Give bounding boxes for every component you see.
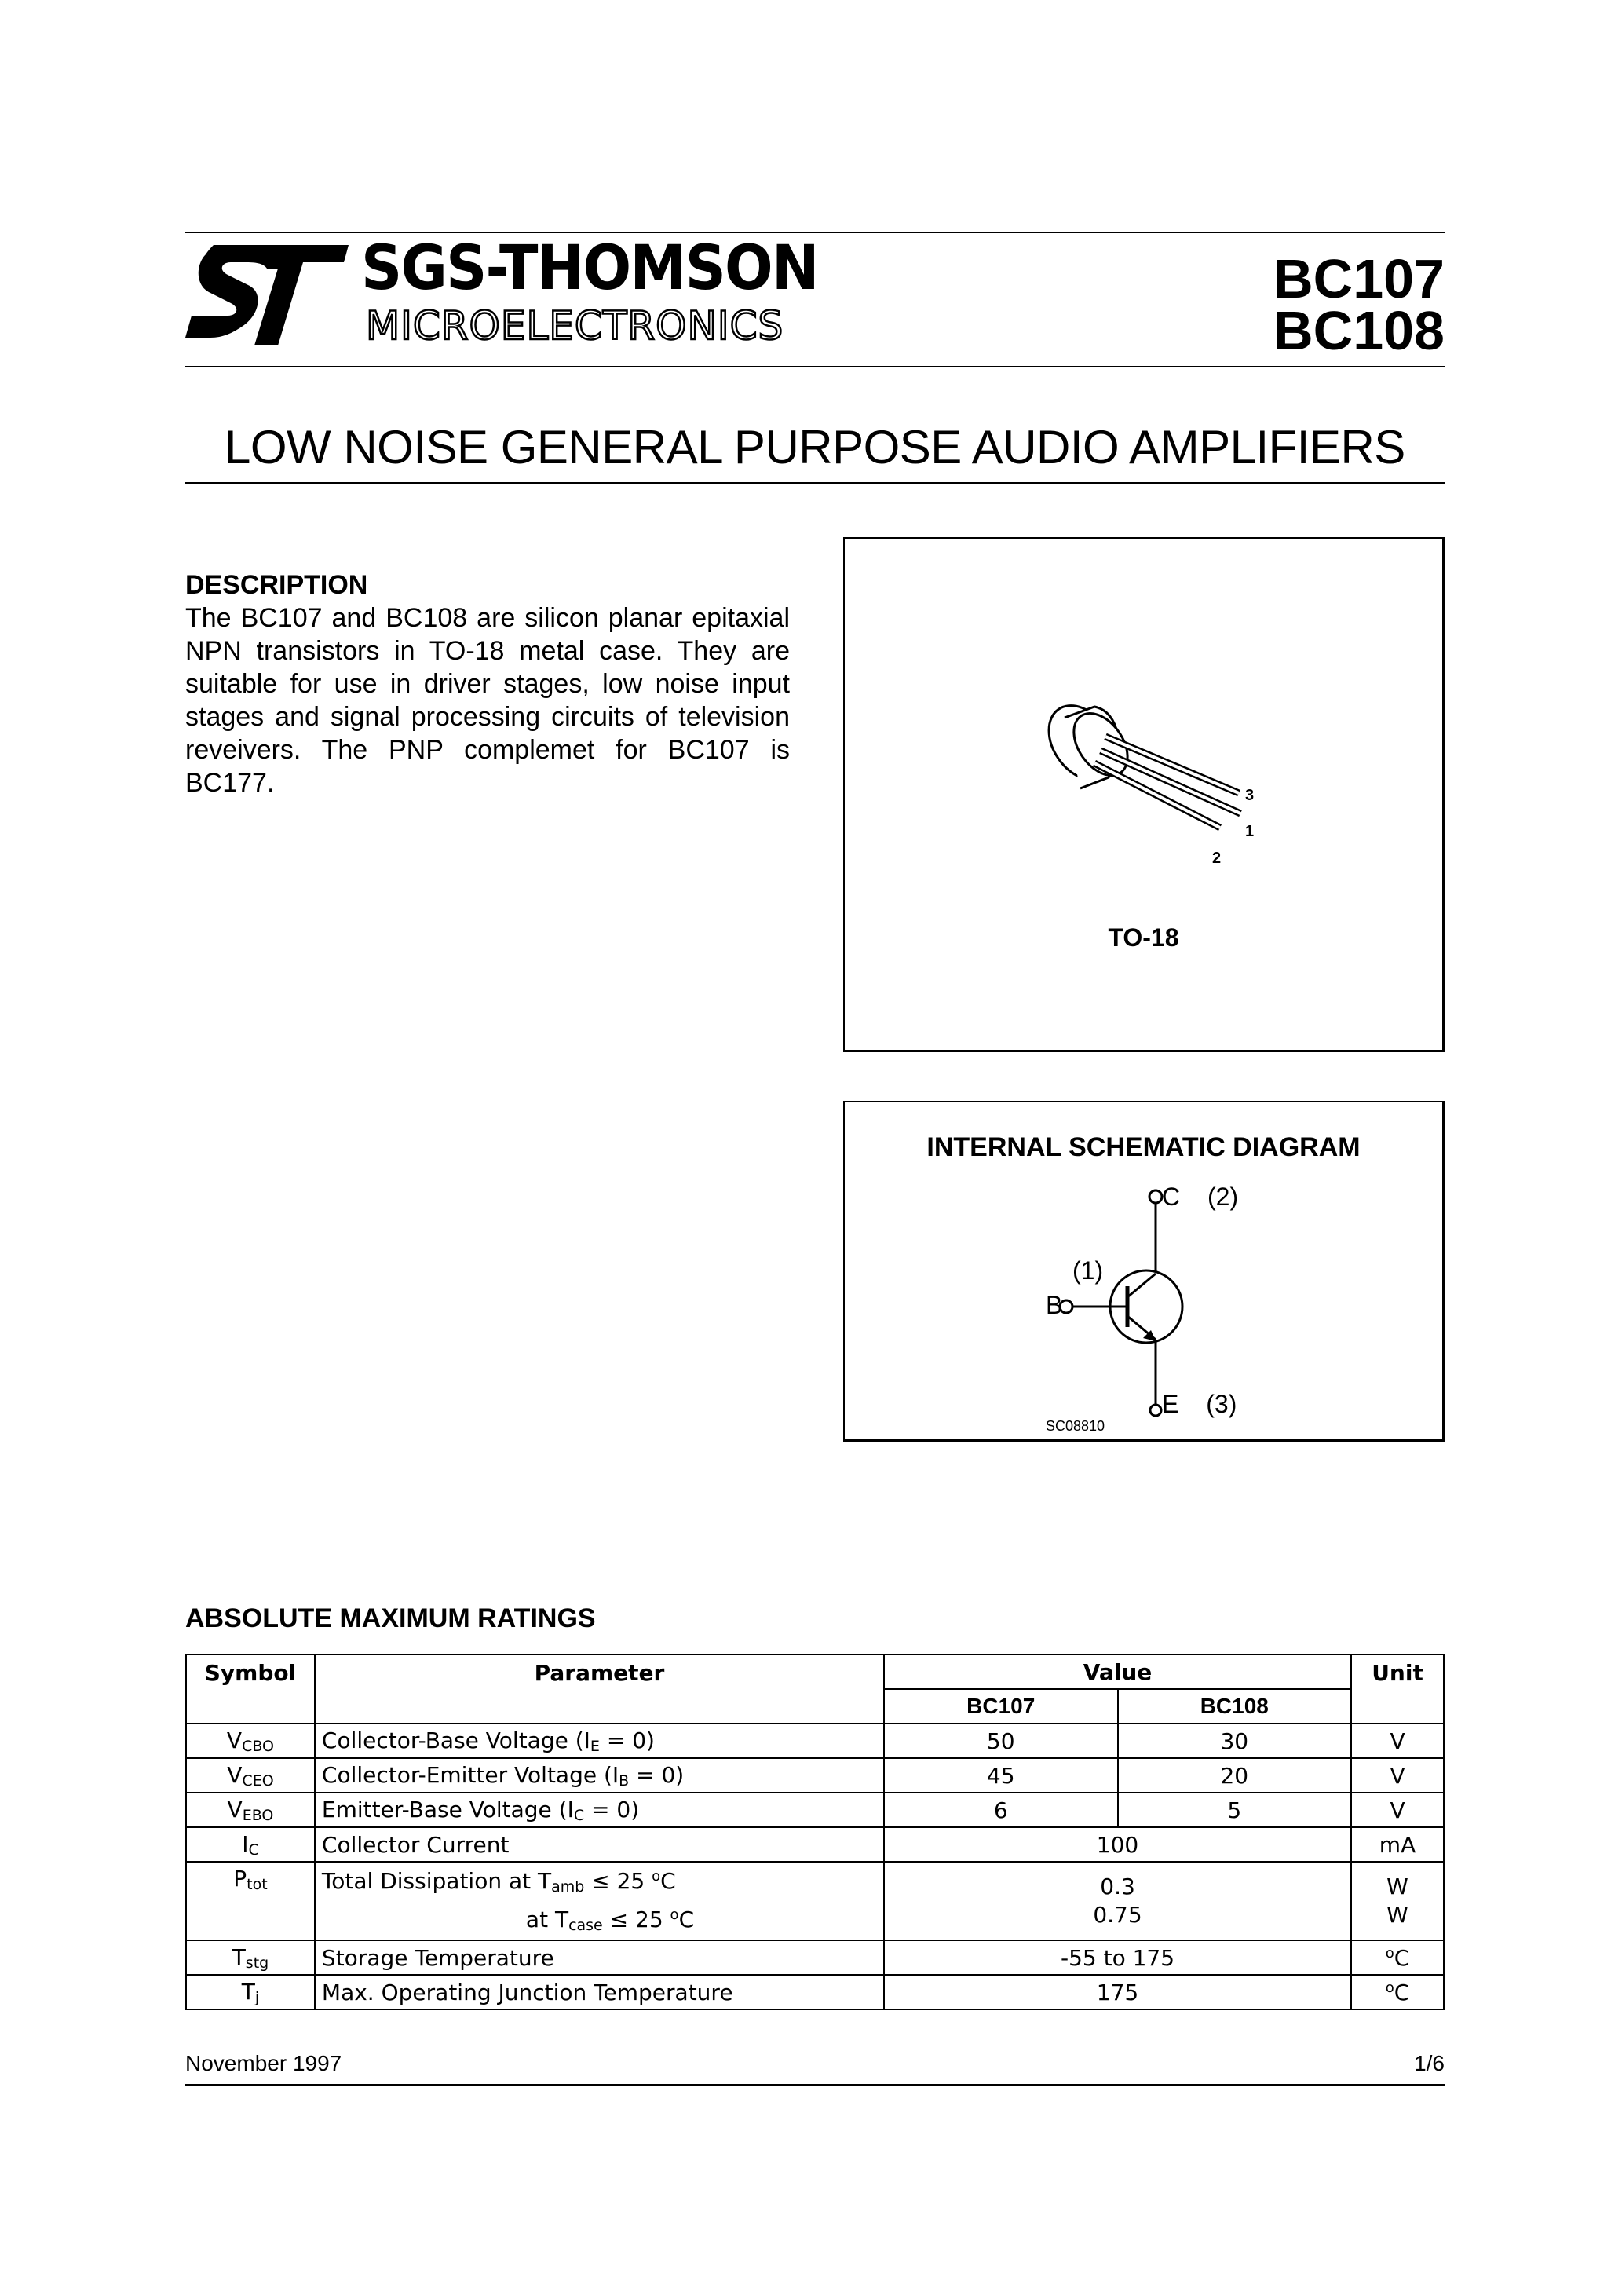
table-row bbox=[186, 1793, 1444, 1827]
symbol-cell: $V_{CEO}$ bbox=[186, 1758, 315, 1793]
symbol-cell: $V_{EBO}$ bbox=[186, 1793, 315, 1827]
collector-letter: C bbox=[1162, 1183, 1181, 1211]
company-name: SGS-THOMSON bbox=[361, 233, 818, 304]
emitter-label bbox=[1162, 1390, 1237, 1419]
parameter-cell: Emitter-Base Voltage $(I_C = 0)$ bbox=[315, 1793, 884, 1827]
unit-cell: V bbox=[1351, 1724, 1444, 1758]
value-cell: 100 bbox=[884, 1827, 1351, 1862]
dissipation-line-case: at $T_{case} \le 25$ $^o$C bbox=[525, 1907, 695, 1934]
dissipation-line-ambient: Total Dissipation at $T_{amb} \le 25$ $^o$C bbox=[321, 1868, 676, 1896]
header-symbol: Symbol bbox=[186, 1654, 315, 1724]
parameter-cell: Storage Temperature bbox=[315, 1940, 884, 1975]
value-bc107-cell: 50 bbox=[884, 1724, 1118, 1758]
document-title: LOW NOISE GENERAL PURPOSE AUDIO AMPLIFIERS bbox=[225, 421, 1405, 473]
package-label: TO-18 bbox=[1108, 923, 1179, 952]
value-case: 0.75 bbox=[1093, 1902, 1142, 1928]
description-body: The BC107 and BC108 are silicon planar epitaxial NPN transistors in TO-18 metal case. They are suitable for use in driver stages, low noise input stages and signal processing circuits of television reveivers. The PNP complemet for BC107 is BC177. bbox=[185, 603, 790, 798]
value-bc107-cell: 45 bbox=[884, 1758, 1118, 1793]
unit-cell: V bbox=[1351, 1793, 1444, 1827]
header-value: Value bbox=[884, 1654, 1351, 1689]
pin-label-3: 3 bbox=[1245, 787, 1255, 804]
table-row bbox=[186, 1758, 1444, 1793]
schematic-code: SC08810 bbox=[1046, 1418, 1105, 1434]
unit-cell bbox=[1351, 1862, 1444, 1940]
value-cell bbox=[884, 1862, 1351, 1940]
header-bc108: BC108 bbox=[1118, 1689, 1352, 1724]
part-number-bc108: BC108 bbox=[1273, 300, 1445, 361]
pin-label-1: 1 bbox=[1245, 823, 1255, 840]
symbol-cell: $T_{stg}$ bbox=[186, 1940, 315, 1975]
table-row bbox=[186, 1724, 1444, 1758]
emitter-letter: E bbox=[1162, 1390, 1179, 1418]
symbol-cell: $V_{CBO}$ bbox=[186, 1724, 315, 1758]
header-bottom-rule bbox=[185, 366, 1445, 367]
st-logo bbox=[182, 240, 351, 350]
value-bc108-cell: 5 bbox=[1118, 1793, 1352, 1827]
symbol-cell: $I_C$ bbox=[186, 1827, 315, 1862]
table-header-row bbox=[186, 1654, 1444, 1689]
symbol-cell: $P_{tot}$ bbox=[186, 1862, 315, 1940]
value-bc108-cell: 20 bbox=[1118, 1758, 1352, 1793]
table-row bbox=[186, 1862, 1444, 1940]
value-cell: 175 bbox=[884, 1975, 1351, 2009]
parameter-cell: Max. Operating Junction Temperature bbox=[315, 1975, 884, 2009]
symbol-cell: $T_j$ bbox=[186, 1975, 315, 2009]
title-rule bbox=[185, 482, 1445, 484]
table-row bbox=[186, 1827, 1444, 1862]
footer-date: November 1997 bbox=[185, 2051, 342, 2075]
value-ambient: 0.3 bbox=[1100, 1874, 1135, 1899]
value-bc107-cell: 6 bbox=[884, 1793, 1118, 1827]
parameter-cell: Collector Current bbox=[315, 1827, 884, 1862]
absolute-maximum-ratings-table bbox=[185, 1654, 1445, 2010]
header-parameter: Parameter bbox=[315, 1654, 884, 1724]
unit-cell: $^o$C bbox=[1351, 1940, 1444, 1975]
table-row bbox=[186, 1940, 1444, 1975]
value-bc108-cell: 30 bbox=[1118, 1724, 1352, 1758]
base-pin: (1) bbox=[1072, 1256, 1104, 1285]
parameter-cell: Collector-Emitter Voltage $(I_B = 0)$ bbox=[315, 1758, 884, 1793]
header-bc107: BC107 bbox=[884, 1689, 1118, 1724]
company-division: MICROELECTRONICS bbox=[366, 303, 784, 349]
table-row bbox=[186, 1975, 1444, 2009]
footer-rule bbox=[185, 2084, 1445, 2086]
unit-case: W bbox=[1386, 1902, 1408, 1928]
base-letter: B bbox=[1046, 1291, 1063, 1319]
description-heading: DESCRIPTION bbox=[185, 570, 368, 600]
parameter-cell: Collector-Base Voltage $(I_E = 0)$ bbox=[315, 1724, 884, 1758]
collector-pin: (2) bbox=[1207, 1183, 1239, 1211]
header-unit: Unit bbox=[1351, 1654, 1444, 1724]
pin-label-2: 2 bbox=[1212, 850, 1222, 867]
unit-cell: $^o$C bbox=[1351, 1975, 1444, 2009]
collector-label bbox=[1162, 1183, 1238, 1212]
schematic-title: INTERNAL SCHEMATIC DIAGRAM bbox=[926, 1132, 1361, 1162]
unit-cell: V bbox=[1351, 1758, 1444, 1793]
schematic-figure bbox=[843, 1101, 1445, 1442]
unit-cell: mA bbox=[1351, 1827, 1444, 1862]
emitter-pin: (3) bbox=[1206, 1390, 1237, 1418]
unit-ambient: W bbox=[1386, 1874, 1408, 1899]
footer-page-number: 1/6 bbox=[1414, 2051, 1445, 2075]
package-figure bbox=[843, 537, 1445, 1052]
part-number-bc107: BC107 bbox=[1273, 248, 1445, 309]
ratings-heading: ABSOLUTE MAXIMUM RATINGS bbox=[185, 1603, 596, 1633]
value-cell: -55 to 175 bbox=[884, 1940, 1351, 1975]
parameter-cell bbox=[315, 1862, 884, 1940]
